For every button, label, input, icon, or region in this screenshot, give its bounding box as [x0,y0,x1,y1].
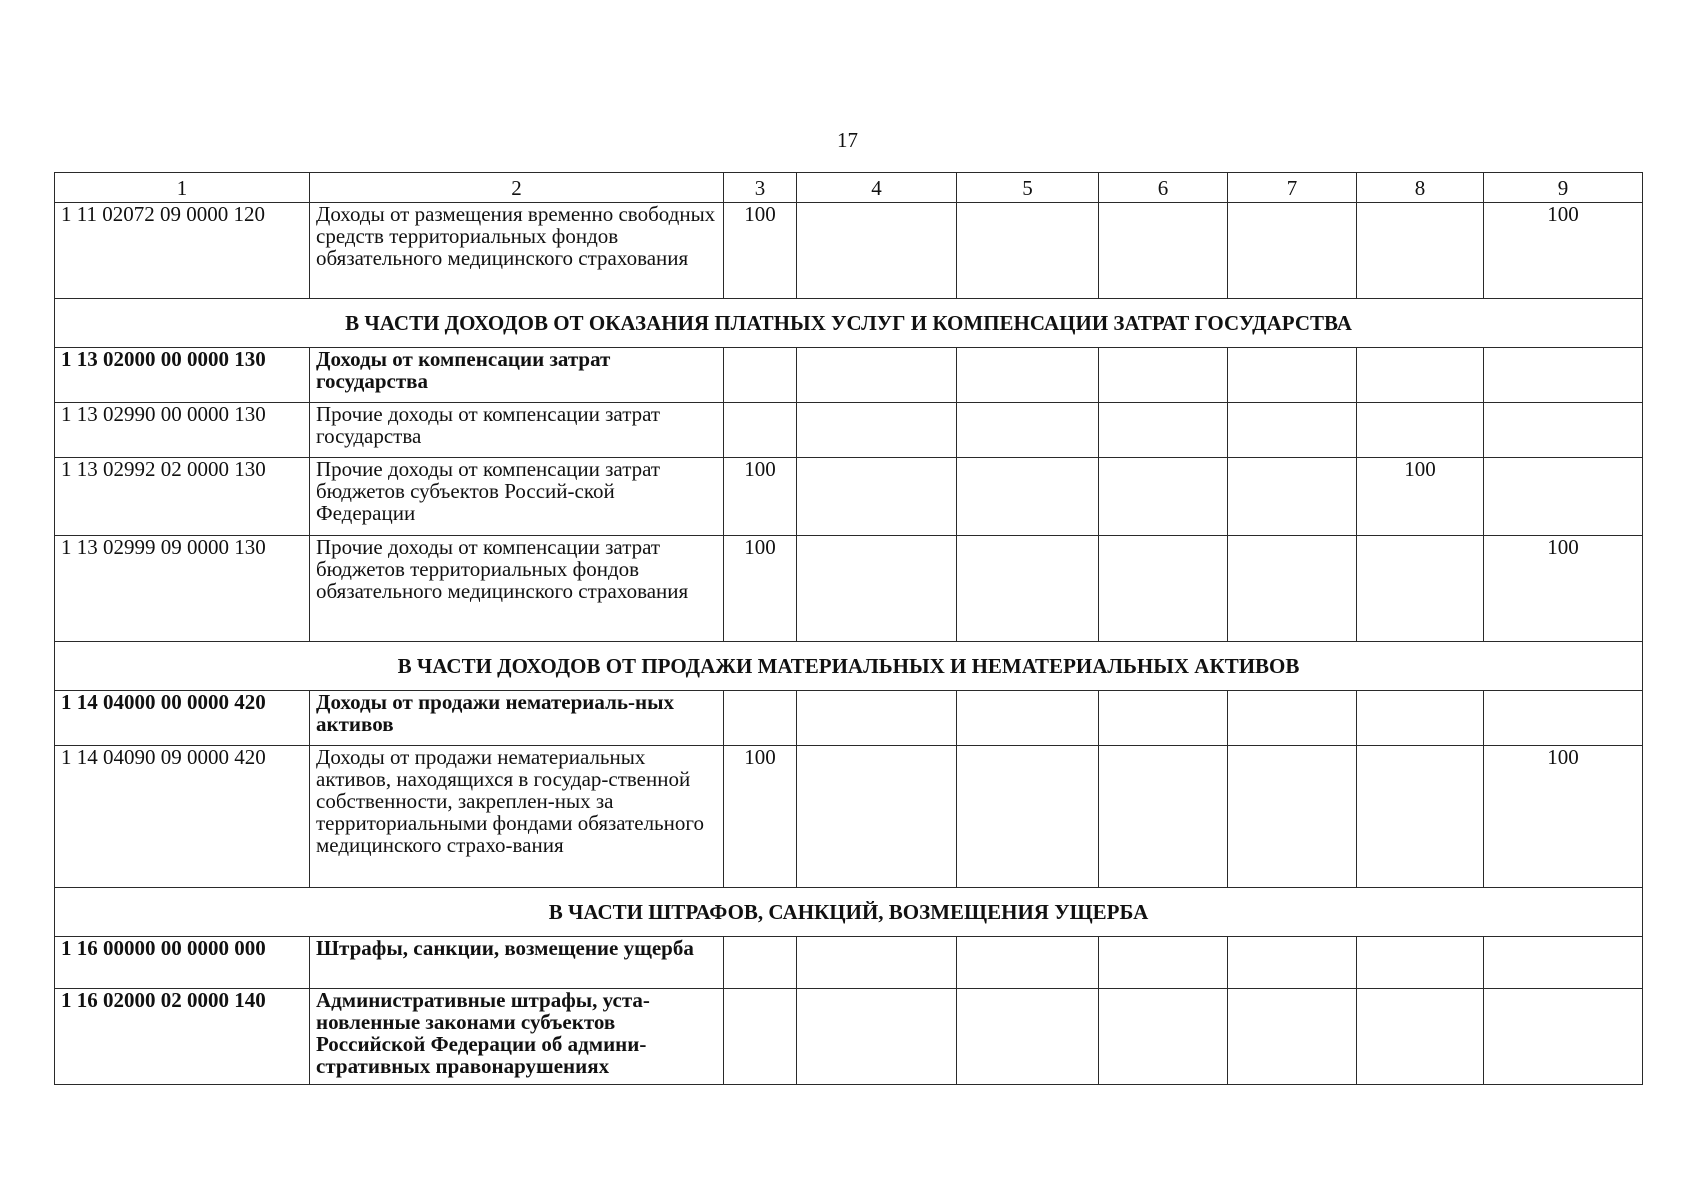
column-header-7: 7 [1228,173,1357,203]
share-value-col-5 [957,458,1099,536]
revenue-description: Штрафы, санкции, возмещение ущерба [310,937,724,989]
share-value-col-6 [1099,348,1228,403]
table-row [55,348,1643,403]
share-value-col-5 [957,203,1099,299]
table-row [55,937,1643,989]
table-row [55,746,1643,888]
table-row [55,203,1643,299]
column-header-9: 9 [1484,173,1643,203]
budget-classification-code: 1 13 02999 09 0000 130 [55,536,310,642]
budget-classification-code: 1 16 02000 02 0000 140 [55,989,310,1085]
section-title: В ЧАСТИ ШТРАФОВ, САНКЦИЙ, ВОЗМЕЩЕНИЯ УЩЕРБА [55,888,1643,937]
share-value-col-8 [1357,746,1484,888]
share-value-col-9 [1484,691,1643,746]
column-header-6: 6 [1099,173,1228,203]
budget-classification-code: 1 13 02992 02 0000 130 [55,458,310,536]
share-value-col-6 [1099,746,1228,888]
budget-classification-code: 1 16 00000 00 0000 000 [55,937,310,989]
column-number-header-row [55,173,1643,203]
share-value-col-3 [724,989,797,1085]
share-value-col-5 [957,989,1099,1085]
share-value-col-3: 100 [724,203,797,299]
column-header-8: 8 [1357,173,1484,203]
share-value-col-8 [1357,536,1484,642]
share-value-col-3 [724,403,797,458]
share-value-col-5 [957,348,1099,403]
share-value-col-6 [1099,458,1228,536]
share-value-col-9 [1484,937,1643,989]
share-value-col-7 [1228,348,1357,403]
share-value-col-9 [1484,458,1643,536]
page-number: 17 [837,128,858,152]
share-value-col-5 [957,691,1099,746]
share-value-col-8 [1357,937,1484,989]
share-value-col-5 [957,536,1099,642]
share-value-col-7 [1228,937,1357,989]
share-value-col-7 [1228,403,1357,458]
revenue-description: Доходы от компенсации затрат государства [310,348,724,403]
share-value-col-4 [797,746,957,888]
section-header-row [55,888,1643,937]
share-value-col-5 [957,937,1099,989]
share-value-col-8 [1357,403,1484,458]
share-value-col-8 [1357,203,1484,299]
column-header-2: 2 [310,173,724,203]
share-value-col-9: 100 [1484,536,1643,642]
share-value-col-7 [1228,203,1357,299]
share-value-col-7 [1228,989,1357,1085]
share-value-col-8 [1357,989,1484,1085]
share-value-col-9 [1484,348,1643,403]
share-value-col-4 [797,937,957,989]
section-title: В ЧАСТИ ДОХОДОВ ОТ ПРОДАЖИ МАТЕРИАЛЬНЫХ И НЕМАТЕРИАЛЬНЫХ АКТИВОВ [55,642,1643,691]
revenue-description: Административные штрафы, уста-новленные законами субъектов Российской Федерации об админи-стративных правонарушениях [310,989,724,1085]
share-value-col-6 [1099,937,1228,989]
share-value-col-4 [797,203,957,299]
share-value-col-9: 100 [1484,746,1643,888]
share-value-col-4 [797,403,957,458]
share-value-col-4 [797,691,957,746]
share-value-col-6 [1099,536,1228,642]
share-value-col-6 [1099,989,1228,1085]
column-header-5: 5 [957,173,1099,203]
table-row [55,536,1643,642]
share-value-col-3: 100 [724,746,797,888]
share-value-col-5 [957,403,1099,458]
revenue-description: Прочие доходы от компенсации затрат бюджетов субъектов Россий-ской Федерации [310,458,724,536]
share-value-col-3: 100 [724,536,797,642]
column-header-3: 3 [724,173,797,203]
share-value-col-9 [1484,403,1643,458]
share-value-col-4 [797,536,957,642]
share-value-col-6 [1099,403,1228,458]
share-value-col-3 [724,937,797,989]
revenue-description: Доходы от продажи нематериаль-ных активов [310,691,724,746]
share-value-col-3 [724,691,797,746]
section-header-row [55,299,1643,348]
budget-classification-code: 1 13 02990 00 0000 130 [55,403,310,458]
table-row [55,458,1643,536]
revenue-description: Прочие доходы от компенсации затрат государства [310,403,724,458]
budget-classification-code: 1 11 02072 09 0000 120 [55,203,310,299]
column-header-4: 4 [797,173,957,203]
share-value-col-6 [1099,691,1228,746]
share-value-col-7 [1228,691,1357,746]
section-title: В ЧАСТИ ДОХОДОВ ОТ ОКАЗАНИЯ ПЛАТНЫХ УСЛУГ И КОМПЕНСАЦИИ ЗАТРАТ ГОСУДАРСТВА [55,299,1643,348]
share-value-col-4 [797,348,957,403]
table-row [55,989,1643,1085]
share-value-col-9: 100 [1484,203,1643,299]
column-header-1: 1 [55,173,310,203]
share-value-col-3 [724,348,797,403]
share-value-col-5 [957,746,1099,888]
share-value-col-9 [1484,989,1643,1085]
share-value-col-8: 100 [1357,458,1484,536]
share-value-col-8 [1357,691,1484,746]
budget-classification-code: 1 14 04090 09 0000 420 [55,746,310,888]
budget-classification-code: 1 14 04000 00 0000 420 [55,691,310,746]
share-value-col-7 [1228,458,1357,536]
share-value-col-6 [1099,203,1228,299]
table-row [55,691,1643,746]
share-value-col-8 [1357,348,1484,403]
revenue-distribution-table [54,172,1643,1085]
revenue-description: Доходы от продажи нематериальных активов, находящихся в государ-ственной собственности, закреплен-ных за территориальными фондами обязательного медицинского страхо-вания [310,746,724,888]
share-value-col-4 [797,989,957,1085]
section-header-row [55,642,1643,691]
budget-classification-code: 1 13 02000 00 0000 130 [55,348,310,403]
revenue-description: Доходы от размещения временно свободных средств территориальных фондов обязательного медицинского страхования [310,203,724,299]
share-value-col-3: 100 [724,458,797,536]
table-row [55,403,1643,458]
share-value-col-4 [797,458,957,536]
share-value-col-7 [1228,536,1357,642]
table-body [55,173,1643,1085]
share-value-col-7 [1228,746,1357,888]
revenue-description: Прочие доходы от компенсации затрат бюджетов территориальных фондов обязательного медицинского страхования [310,536,724,642]
